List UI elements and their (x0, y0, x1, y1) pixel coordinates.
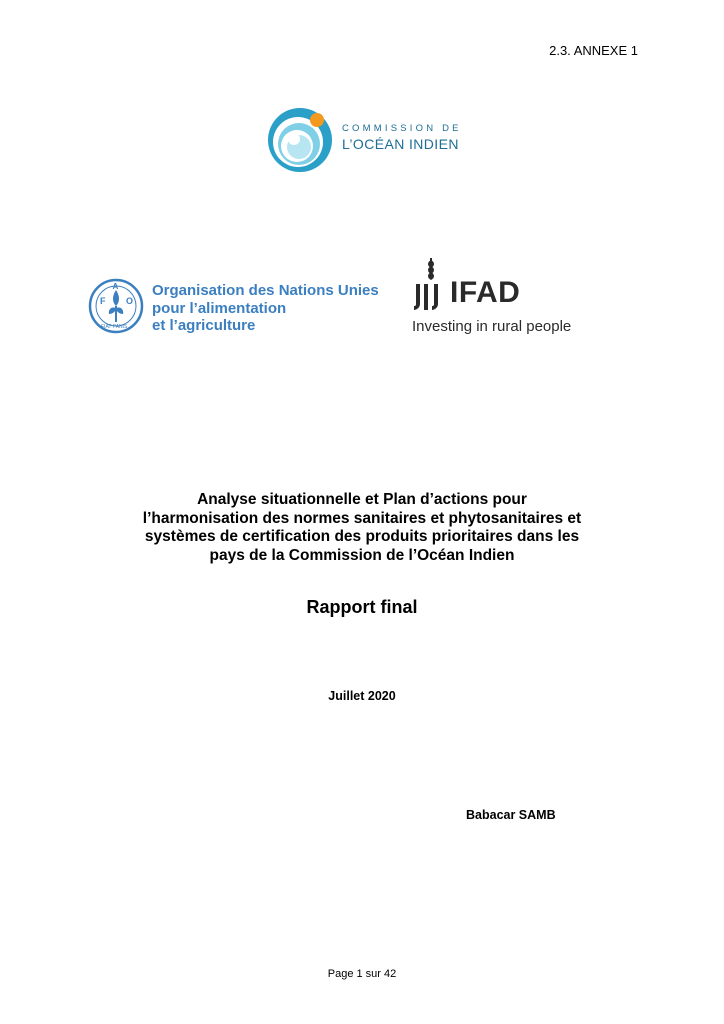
ifad-wordmark: IFAD (450, 276, 521, 309)
coi-wordmark-line1: COMMISSION DE (342, 123, 462, 134)
document-title-line: l’harmonisation des normes sanitaires et phytosanitaires et (142, 509, 582, 527)
document-title-line: pays de la Commission de l’Océan Indien (209, 546, 515, 564)
fao-emblem-motto: FIAT PANIS (101, 324, 128, 330)
document-title-line: Analyse situationnelle et Plan d’actions pour (197, 491, 527, 508)
document-title-line: systèmes de certification des produits prioritaires dans les (144, 528, 580, 545)
coi-wordmark (342, 124, 462, 151)
document-date: Juillet 2020 (328, 689, 396, 703)
document-subtitle: Rapport final (306, 597, 418, 617)
ifad-emblem (412, 254, 452, 314)
fao-wordmark-line1: Organisation des Nations Unies (152, 282, 379, 299)
fao-emblem-letter-o: O (126, 296, 134, 306)
coi-logo-highlight (288, 133, 300, 145)
fao-emblem-letter-f: F (100, 296, 106, 306)
coi-logo-sun (310, 113, 324, 127)
ifad-tagline: Investing in rural people (412, 318, 572, 335)
coi-wordmark-line2: L’OCÉAN INDIEN (342, 135, 459, 152)
fao-wheat-top (113, 290, 119, 306)
document-author: Babacar SAMB (466, 808, 556, 822)
fao-wordmark (152, 282, 379, 335)
fao-emblem-letter-a: A (112, 282, 119, 291)
fao-wordmark-line3: et l’agriculture (152, 317, 256, 334)
page-number: Page 1 sur 42 (327, 968, 397, 980)
annex-label: 2.3. ANNEXE 1 (549, 43, 638, 58)
document-title (100, 491, 624, 565)
fao-emblem (88, 278, 144, 334)
fao-wordmark-line2: pour l’alimentation (152, 299, 287, 317)
